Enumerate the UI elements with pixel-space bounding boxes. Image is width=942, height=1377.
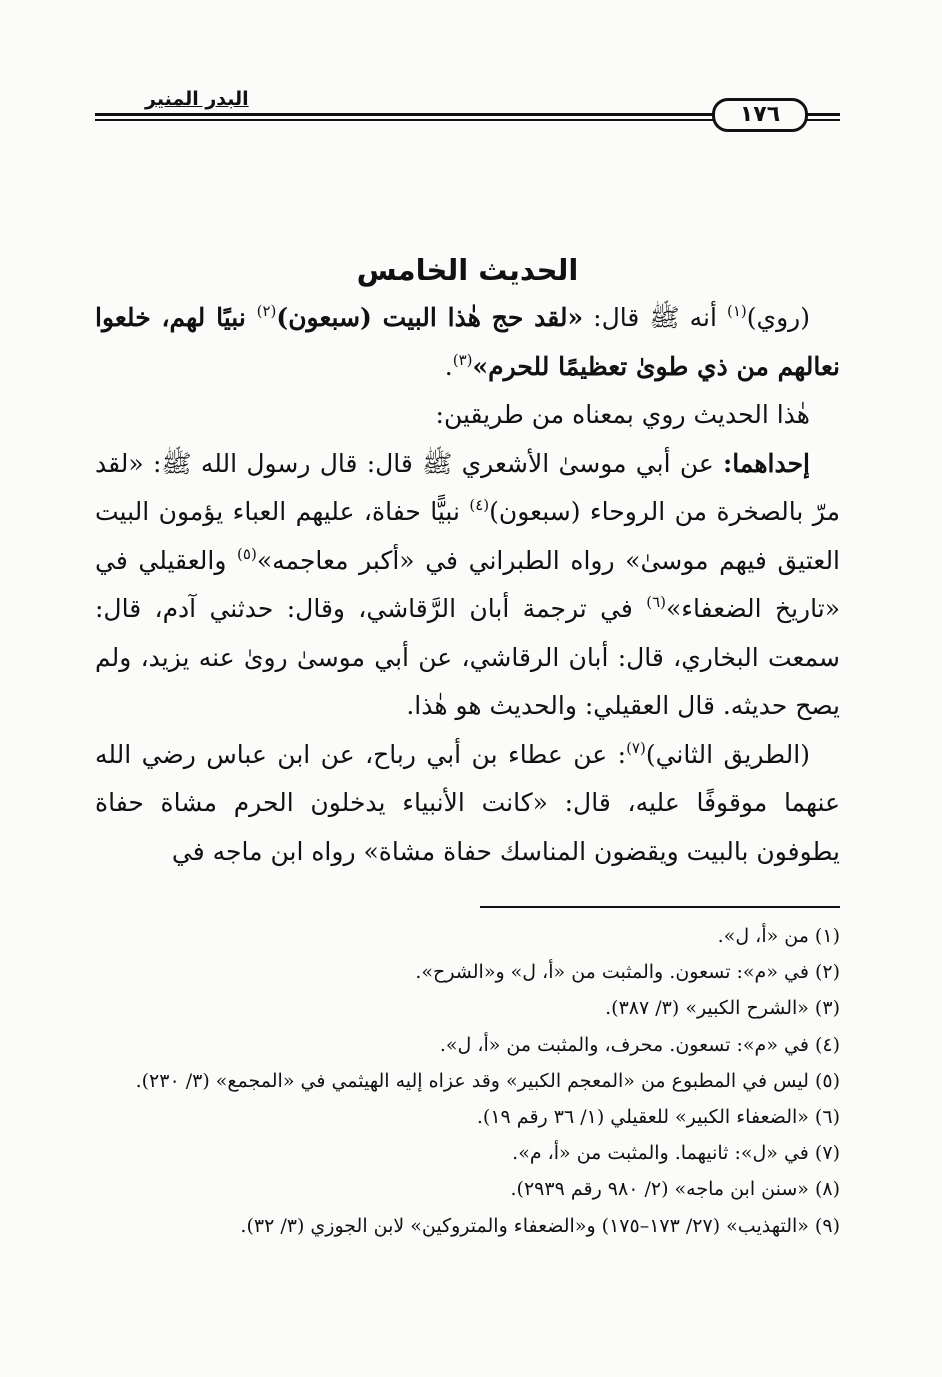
text-segment: (روي): [746, 303, 810, 332]
footnote: (٣) «الشرح الكبير» (٣/ ٣٨٧).: [605, 997, 840, 1020]
first-route-paragraph: [95, 440, 840, 731]
text-segment: عن أبي موسىٰ الأشعري ﷺ قال: قال رسول الله ﷺ: «لقد مرّ بالصخرة من الروحاء (سبعون): [95, 448, 840, 526]
footnotes: [95, 918, 840, 1244]
footnote: (٨) «سنن ابن ماجه» (٢/ ٩٨٠ رقم ٢٩٣٩).: [510, 1178, 840, 1201]
text-segment: والعقيلي في «تاريخ الضعفاء»: [95, 545, 840, 623]
footnote-marker: (٦): [646, 593, 666, 611]
footnote: (٥) ليس في المطبوع من «المعجم الكبير» وقد عزاه إليه الهيثمي في «المجمع» (٣/ ٢٣٠).: [135, 1069, 840, 1092]
text-segment: أنه ﷺ قال:: [583, 303, 727, 332]
book-title: البدر المنير: [135, 86, 259, 112]
footnote: (٦) «الضعفاء الكبير» للعقيلي (١/ ٣٦ رقم ١٩).: [476, 1106, 840, 1129]
text-segment: (الطريق الثاني): [645, 739, 810, 769]
footnote: (٩) «التهذيب» (٢٧/ ١٧٣–١٧٥) و«الضعفاء والمتروكين» لابن الجوزي (٣/ ٣٢).: [240, 1214, 840, 1237]
footnote-marker: (٧): [626, 738, 646, 757]
text-segment: «لقد حج هٰذا البيت (سبعون): [276, 303, 584, 332]
text-segment: : عن عطاء بن أبي رباح، عن ابن عباس رضي الله عنهما موقوفًا عليه، قال: «كانت الأنبياء يدخلون الحرم مشاة حفاة يطوفون بالبيت ويقضون المناسك حفاة مشاة» رواه ابن ماجه في: [95, 739, 840, 866]
text-segment: إحداهما:: [723, 448, 810, 478]
text-segment: نبيًّا حفاة، عليهم العباء يؤمون البيت العتيق فيهم موسىٰ» رواه الطبراني في «أكبر معاجمه»: [95, 497, 841, 575]
main-text: [95, 248, 840, 876]
page-header: [95, 86, 840, 126]
intro-paragraph: هٰذا الحديث روي بمعناه من طريقين:: [435, 400, 810, 429]
footnote: (٧) في «ل»: ثانيهما. والمثبت من «أ، م».: [512, 1142, 840, 1165]
text-segment: نبيًا لهم، خلعوا نعالهم من ذي طوىٰ تعظيمًا للحرم»: [95, 303, 840, 381]
second-route-paragraph: [95, 731, 840, 877]
text-segment: .: [444, 351, 453, 381]
footnote: (٢) في «م»: تسعون. والمثبت من «أ، ل» و«الشرح».: [415, 961, 840, 984]
footnote-marker: (١): [726, 302, 747, 320]
footnote: (٤) في «م»: تسعون. محرف، والمثبت من «أ، ل».: [439, 1033, 840, 1056]
page-number: ١٧٦: [712, 98, 808, 132]
text-segment: في ترجمة أبان الرَّقاشي، وقال: حدثني آدم، قال: سمعت البخاري، قال: أبان الرقاشي، عن أبي موسىٰ روىٰ عنه يزيد، ولم يصح حديثه. قال العقيلي: والحديث هو هٰذا.: [95, 594, 840, 720]
footnote-separator: [480, 906, 840, 908]
footnote-marker: (٢): [256, 302, 277, 320]
footnote-marker: (٣): [452, 350, 473, 369]
hadith-title: الحديث الخامس: [356, 253, 579, 287]
footnote-marker: (٤): [469, 496, 490, 514]
footnote: (١) من «أ، ل».: [717, 925, 840, 947]
hadith-text: [95, 294, 840, 391]
footnote-marker: (٥): [237, 544, 257, 563]
